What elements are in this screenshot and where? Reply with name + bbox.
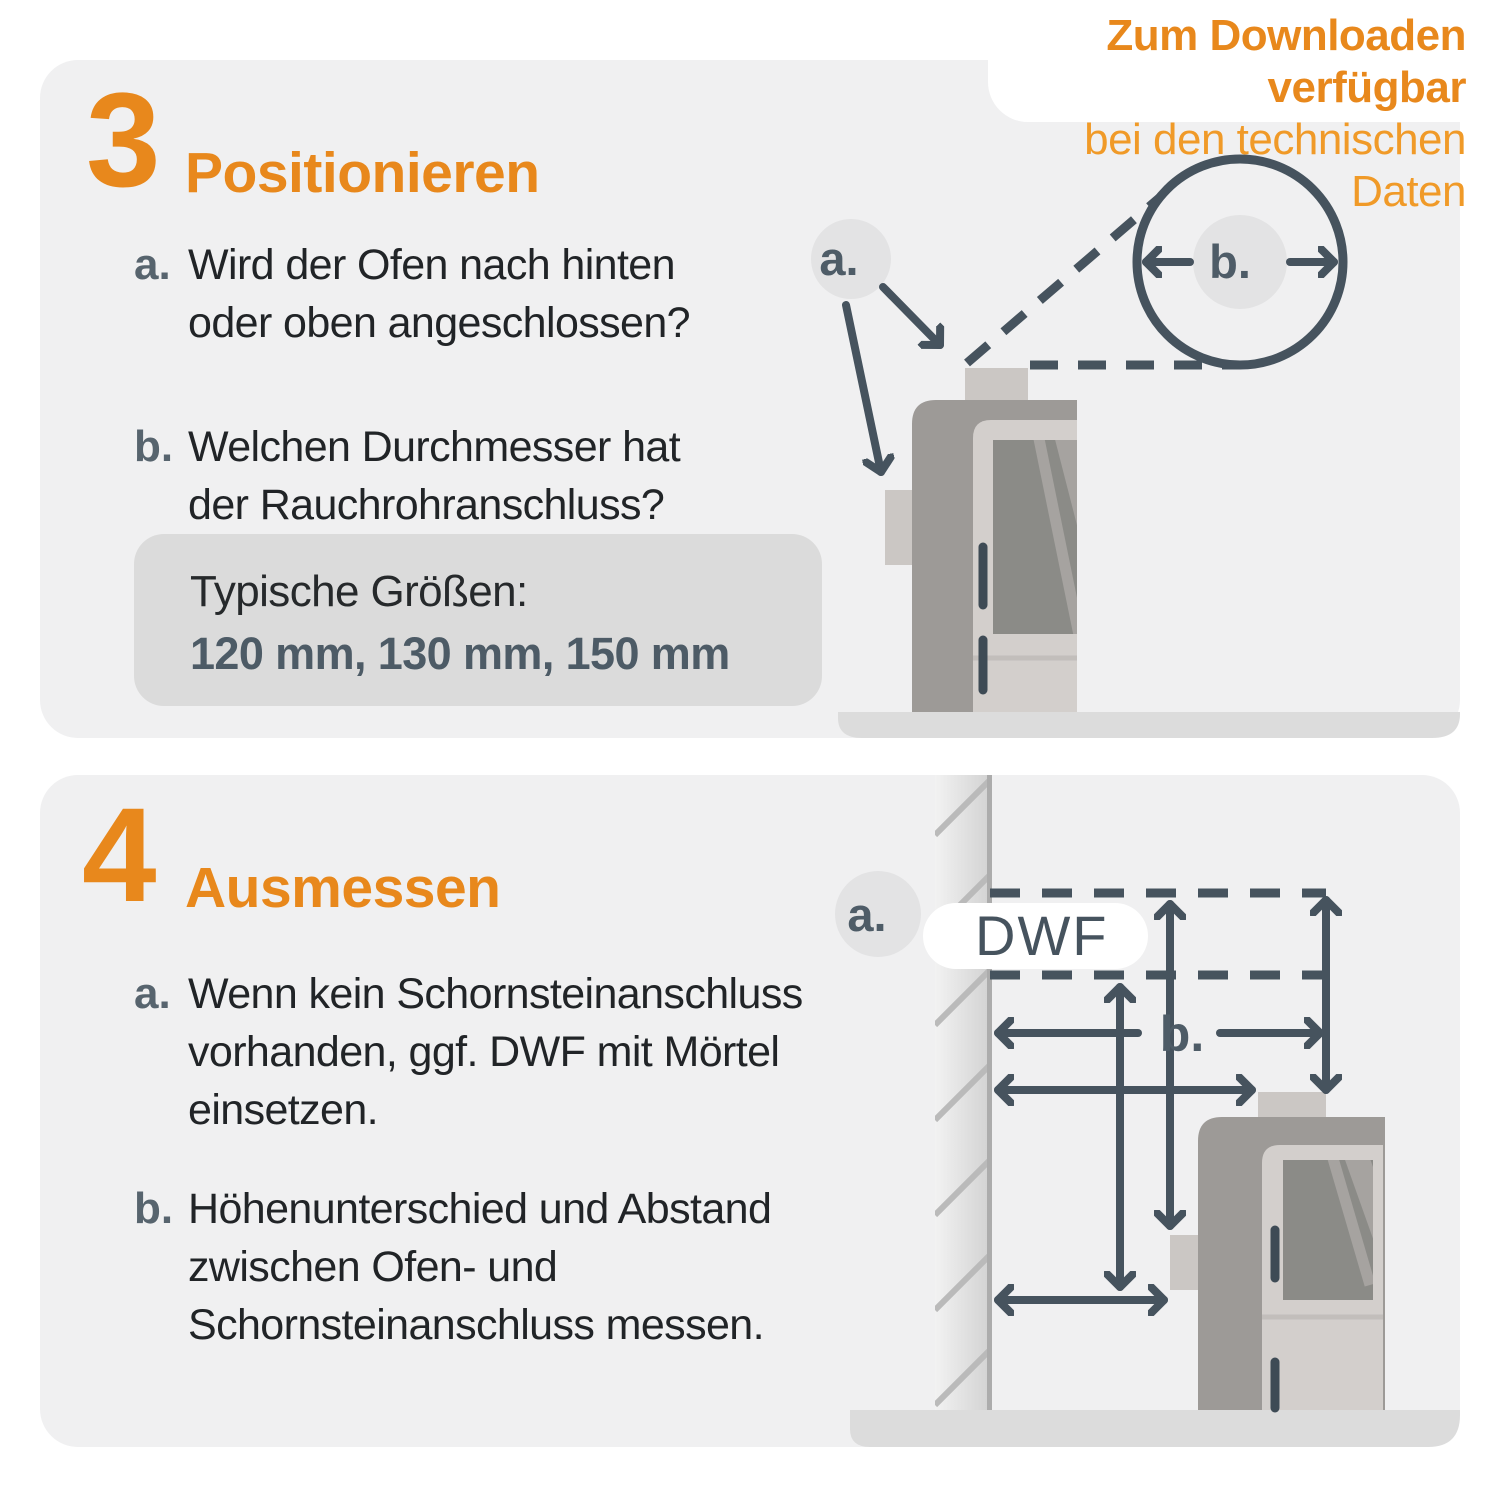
item-text-line: zwischen Ofen- und [188,1243,558,1291]
download-note-line2: bei den technischen Daten [1084,115,1466,216]
flue-connector-top [965,368,1028,401]
diagram-label-a: a. [819,232,859,285]
item-text-line: Wenn kein Schornsteinanschluss [188,970,803,1018]
item-text-line: oder oben angeschlossen? [188,299,690,347]
item-text-line: Schornsteinanschluss messen. [188,1301,764,1349]
section-4-card [40,775,1460,1447]
item-text-line: Wird der Ofen nach hinten [188,241,675,289]
diagram-label-b: b. [1209,235,1251,288]
flue-connector-rear [885,490,914,565]
typical-sizes-heading: Typische Größen: [190,567,528,616]
section-3-title: Positionieren [185,141,540,205]
item-text-line: einsetzen. [188,1086,379,1134]
label-bubble-a [835,871,921,957]
section-4-title: Ausmessen [185,856,501,920]
wall-edge [987,775,992,1410]
measuring-diagram [40,775,1460,1447]
flue-connector-rear [1170,1235,1199,1290]
item-label: b. [134,422,174,471]
section-4-number: 4 [82,781,155,930]
item-label: a. [134,969,171,1018]
wall-illustration [935,775,992,1410]
section-3-number: 3 [86,66,159,215]
diagram-label-a: a. [847,888,887,941]
item-text-line: Höhenunterschied und Abstand [188,1185,772,1233]
item-text-line: vorhanden, ggf. DWF mit Mörtel [188,1028,780,1076]
diagram-label-b: b. [1159,1006,1205,1062]
floor [850,1410,1460,1447]
download-note-line1: Zum Downloaden verfügbar [1106,11,1466,112]
dwf-label: DWF [975,904,1109,967]
typical-sizes-values: 120 mm, 130 mm, 150 mm [190,628,730,679]
stove-illustration [885,368,1106,712]
item-label: a. [134,240,171,289]
flue-connector-top [1258,1092,1326,1117]
item-text-line: der Rauchrohranschluss? [188,481,665,529]
download-note [988,0,1500,216]
item-label: b. [134,1184,174,1233]
dwf-label-pill [923,903,1148,969]
pointer-arrow-rear-connector [846,305,881,472]
item-text-line: Welchen Durchmesser hat [188,423,681,471]
pointer-arrow-top-connector [883,287,940,345]
stove-illustration [1170,1092,1388,1410]
